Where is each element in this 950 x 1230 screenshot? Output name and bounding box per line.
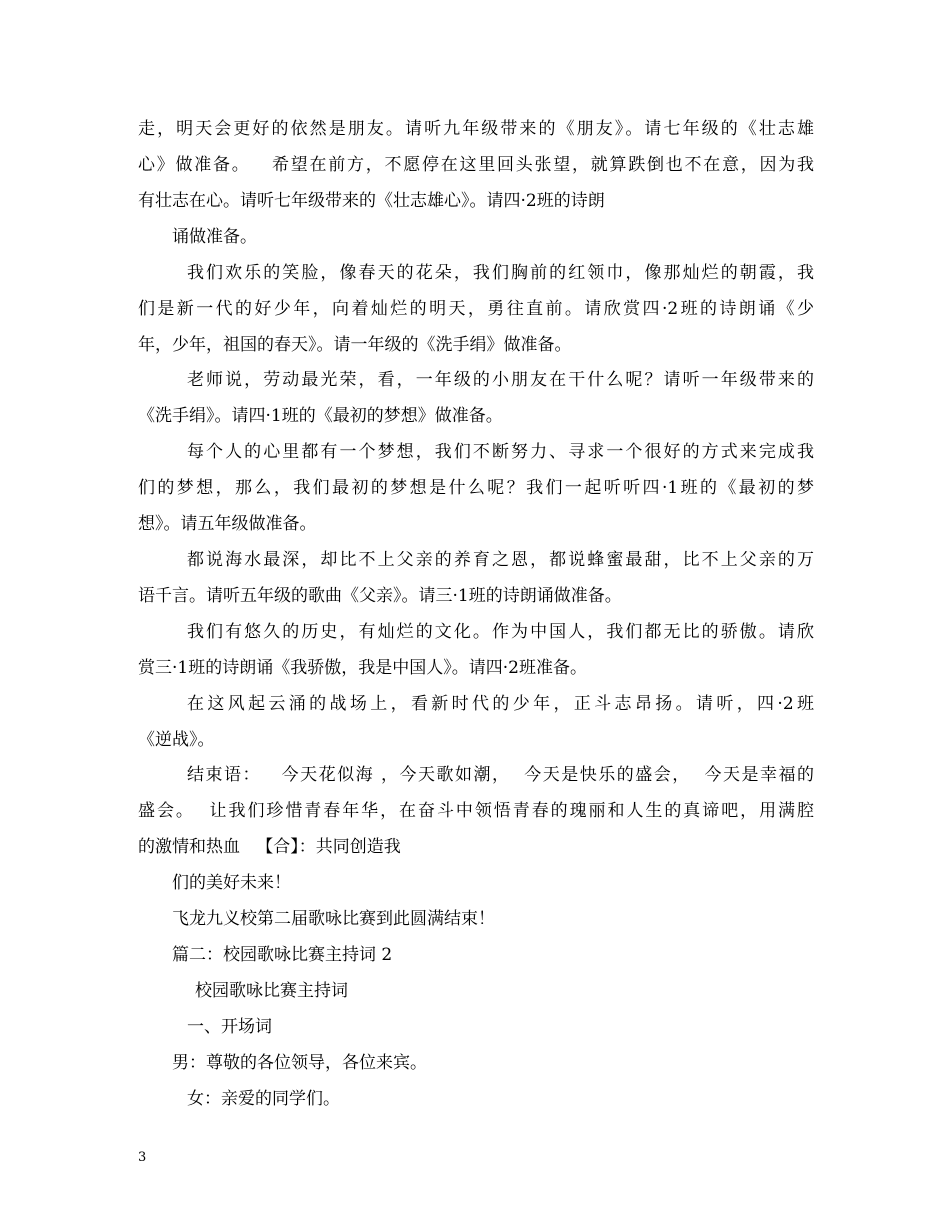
text-line: 们的美好未来！ xyxy=(172,873,291,893)
text-line: 男：尊敬的各位领导，各位来宾。 xyxy=(172,1053,427,1073)
text-line: 年，少年，祖国的春天》。请一年级的《洗手绢》做准备。 xyxy=(138,335,572,355)
text-line: 们的梦想，那么，我们最初的梦想是什么呢？我们一起听听四·1班的《最初的梦 xyxy=(138,478,814,498)
text-line: 们是新一代的好少年，向着灿烂的明天，勇往直前。请欣赏四·2班的诗朗诵《少 xyxy=(138,299,814,319)
text-line: 《洗手绢》。请四·1班的《最初的梦想》做准备。 xyxy=(138,406,503,426)
text-line: 我们欢乐的笑脸，像春天的花朵，我们胸前的红领巾，像那灿烂的朝霞，我 xyxy=(187,263,814,283)
page-number: 3 xyxy=(138,1150,147,1165)
text-line: 在这风起云涌的战场上，看新时代的少年，正斗志昂扬。请听，四·2班 xyxy=(187,694,814,714)
text-line: 《逆战》。 xyxy=(138,730,215,750)
text-line: 结束语： 今天花似海 ，今天歌如潮， 今天是快乐的盛会， 今天是幸福的 xyxy=(187,765,814,785)
text-line: 女：亲爱的同学们。 xyxy=(187,1089,340,1109)
text-line: 都说海水最深，却比不上父亲的养育之恩，都说蜂蜜最甜，比不上父亲的万 xyxy=(187,550,814,570)
text-line: 每个人的心里都有一个梦想，我们不断努力、寻求一个很好的方式来完成我 xyxy=(187,442,814,462)
text-line: 我们有悠久的历史，有灿烂的文化。作为中国人，我们都无比的骄傲。请欣 xyxy=(187,622,814,642)
text-line: 心》做准备。 希望在前方，不愿停在这里回头张望，就算跌倒也不在意，因为我 xyxy=(138,155,814,175)
text-line: 老师说，劳动最光荣，看，一年级的小朋友在干什么呢？请听一年级带来的 xyxy=(187,370,814,390)
text-line: 飞龙九义校第二届歌咏比赛到此圆满结束！ xyxy=(172,909,495,929)
text-line: 的激情和热血 【合】：共同创造我 xyxy=(138,837,401,857)
text-line: 篇二：校园歌咏比赛主持词 2 xyxy=(172,945,393,965)
text-line: 校园歌咏比赛主持词 xyxy=(195,981,348,1001)
text-line: 诵做准备。 xyxy=(172,227,257,247)
text-line: 走，明天会更好的依然是朋友。请听九年级带来的《朋友》。请七年级的《壮志雄 xyxy=(138,119,814,139)
text-line: 有壮志在心。请听七年级带来的《壮志雄心》。请四·2班的诗朗 xyxy=(138,191,605,211)
text-line: 语千言。请听五年级的歌曲《父亲》。请三·1班的诗朗诵做准备。 xyxy=(138,586,622,606)
text-line: 一、开场词 xyxy=(187,1017,272,1037)
text-line: 想》。请五年级做准备。 xyxy=(138,514,317,534)
text-line: 盛会。 让我们珍惜青春年华，在奋斗中领悟青春的瑰丽和人生的真谛吧，用满腔 xyxy=(138,801,814,821)
text-line: 赏三·1班的诗朗诵《我骄傲，我是中国人》。请四·2班准备。 xyxy=(138,658,587,678)
